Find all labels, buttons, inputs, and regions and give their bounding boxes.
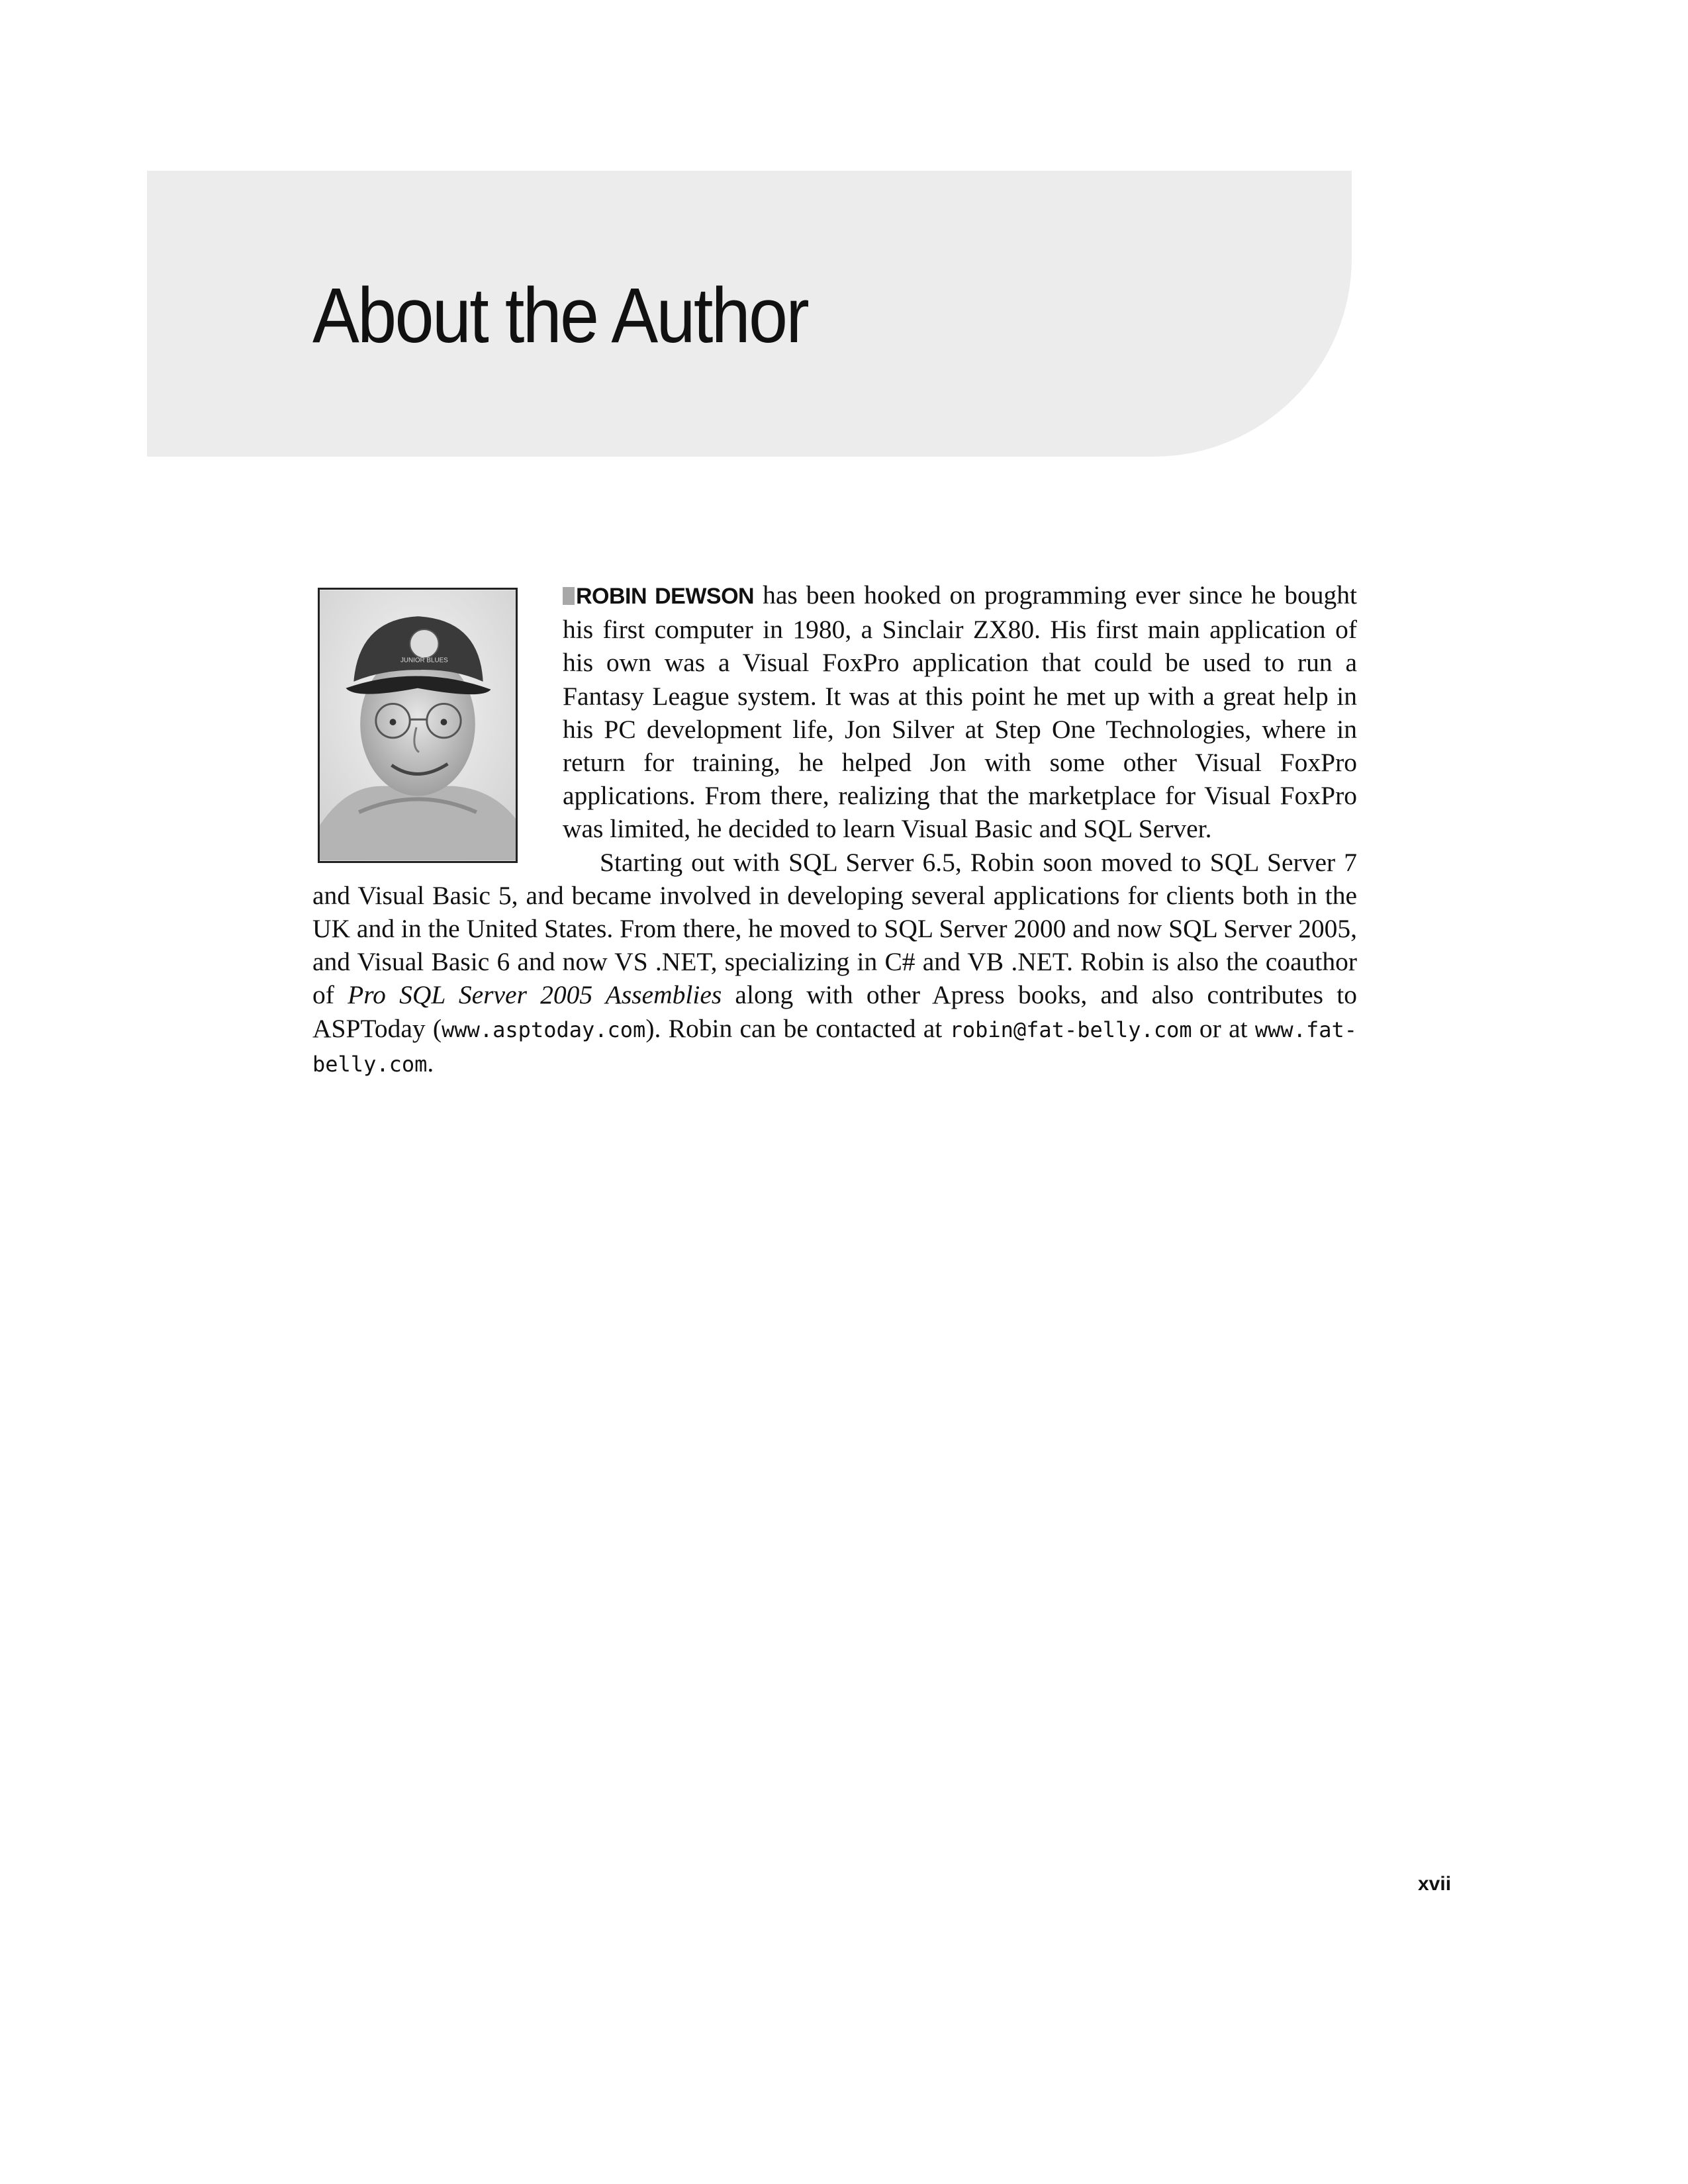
bio-paragraph-2-end: . — [427, 1048, 434, 1077]
author-email: robin@fat-belly.com — [949, 1017, 1192, 1042]
bio-paragraph-2-or: or at — [1192, 1013, 1255, 1043]
section-marker-icon — [563, 587, 575, 605]
chapter-title: About the Author — [312, 272, 808, 359]
photo-text-wrap-spacer — [312, 578, 563, 876]
author-name: ROBIN DEWSON — [576, 584, 755, 609]
bio-paragraph-1-text: has been hooked on programming ever since he bought his first computer in 1980, a Sinclair ZX80. His first main application of his own was a Visual FoxPro application that could be used to run a Fantasy League system. It was at this point he met up with a great help in his PC development life, Jon Silver at Step One Technologies, where in return for training, he helped Jon with some other Visual FoxPro applications. From there, realizing that the marketplace for Visual FoxPro was limited, he decided to learn Visual Basic and SQL Server. — [563, 580, 1358, 844]
bio-paragraph-2-after-site: ). Robin can be contacted at — [645, 1013, 950, 1043]
asptoday-website: www.asptoday.com — [442, 1017, 646, 1042]
author-website: www.fat-belly.com — [312, 1017, 1357, 1077]
svg-text:JUNIOR BLUES: JUNIOR BLUES — [400, 657, 448, 664]
book-title: Pro SQL Server 2005 Assemblies — [348, 980, 722, 1010]
page-number: xvii — [1418, 1873, 1452, 1895]
author-bio — [312, 578, 1357, 1081]
bio-paragraph-2-start: Starting out with SQL Server 6.5, Robin soon moved to SQL Server 7 and Visual Basic 5, and became involved in developing several applications for clients both in the UK and in the United States. From there, he moved to SQL Server 2000 and now SQL Server 2005, and Visual Basic 6 and now VS .NET, specializing in C# and VB .NET. Robin is also the coauthor of — [312, 847, 1357, 1010]
bio-paragraph-2 — [312, 846, 1357, 1081]
bio-paragraph-2-after-book: along with other Apress books, and also contributes to ASPToday ( — [312, 980, 1357, 1043]
